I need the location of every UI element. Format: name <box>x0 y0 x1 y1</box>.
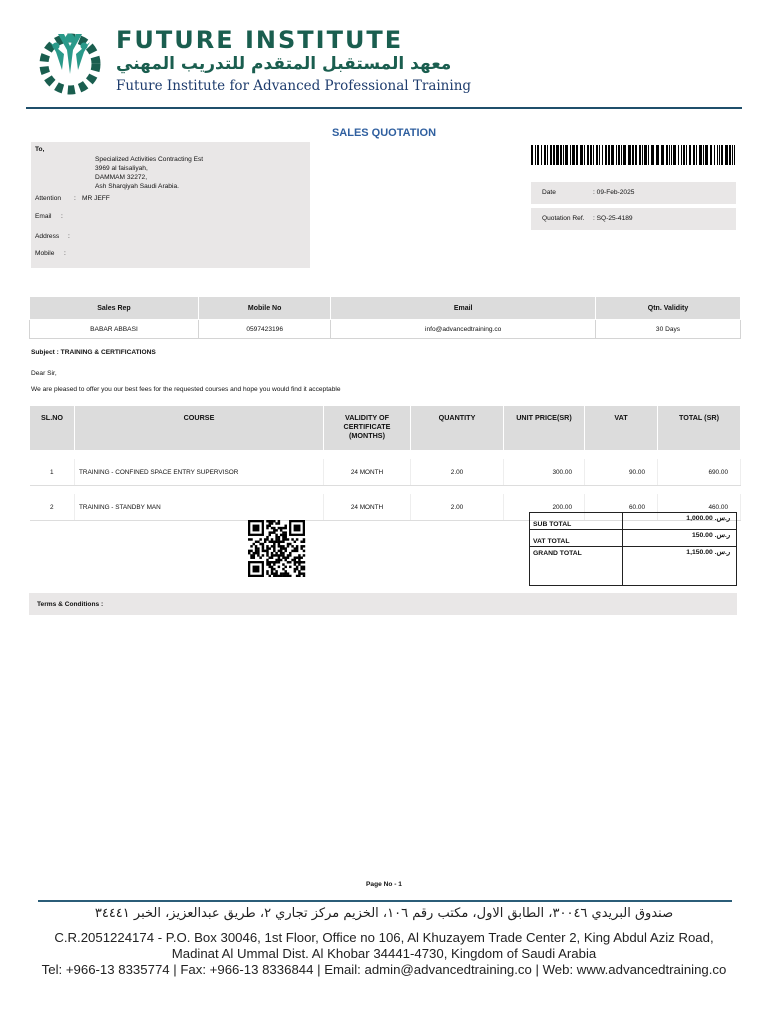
course-cell: 24 MONTH <box>324 494 411 521</box>
vat-total-label: VAT TOTAL <box>530 530 623 547</box>
course-cell: 460.00 <box>658 494 741 521</box>
course-cell: TRAINING - STANDBY MAN <box>75 494 324 521</box>
course-cell: 2 <box>30 494 75 521</box>
rep-cell: info@advancedtraining.co <box>331 320 596 339</box>
rep-header: Qtn. Validity <box>596 297 741 320</box>
date-value: : 09-Feb-2025 <box>593 189 635 196</box>
email-label: Email <box>35 213 52 220</box>
course-cell: 300.00 <box>504 459 585 486</box>
rep-cell: 30 Days <box>596 320 741 339</box>
course-header: VALIDITY OF CERTIFICATE (MONTHS) <box>324 406 411 451</box>
course-cell: 2.00 <box>411 459 504 486</box>
qr-code <box>248 520 307 577</box>
rep-cell: BABAR ABBASI <box>30 320 199 339</box>
course-header: TOTAL (SR) <box>658 406 741 451</box>
course-header: VAT <box>585 406 658 451</box>
footer-address-line1: C.R.2051224174 - P.O. Box 30046, 1st Floor, Office no 106, Al Khuzayem Trade Center 2, King Abdul Aziz Road, <box>54 930 714 945</box>
salutation: Dear Sir, <box>31 370 57 377</box>
course-header: QUANTITY <box>411 406 504 451</box>
course-cell: 200.00 <box>504 494 585 521</box>
course-header: UNIT PRICE(SR) <box>504 406 585 451</box>
to-label: To, <box>35 146 45 153</box>
footer-address-ar: صندوق البريدي ٣٠٠٤٦، الطابق الاول، مكتب رقم ١٠٦، الخزيم مركز تجاري ٢، طريق عبدالعزيز، الخبر ٣٤٤٤١ <box>94 906 674 921</box>
ref-label: Quotation Ref. <box>542 215 585 222</box>
recipient-line: 3969 al faisaliyah, <box>95 165 148 172</box>
recipient-box: To, Specialized Activities Contracting Est 3969 al faisaliyah, DAMMAM 32272, Ash Sharqiyah Saudi Arabia. Attention : MR JEFF Email : Address : Mobile : <box>31 142 310 268</box>
terms-label: Terms & Conditions : <box>37 601 104 608</box>
institute-logo <box>34 24 106 98</box>
totals-table <box>529 512 737 586</box>
barcode <box>531 145 737 165</box>
address-label: Address <box>35 233 60 240</box>
date-box <box>531 182 736 204</box>
recipient-line: Specialized Activities Contracting Est <box>95 156 204 163</box>
course-cell: 90.00 <box>585 459 658 486</box>
course-cell: 60.00 <box>585 494 658 521</box>
footer-divider <box>38 900 732 902</box>
grand-total-value: 1,150.00 .ر.س <box>623 547 737 586</box>
subject-line: Subject : TRAINING & CERTIFICATIONS <box>31 349 156 356</box>
course-cell: 2.00 <box>411 494 504 521</box>
table-row <box>30 459 741 486</box>
brand-subtitle: Future Institute for Advanced Professional Training <box>116 78 472 94</box>
sub-total-label: SUB TOTAL <box>530 513 623 530</box>
table-row <box>30 320 741 339</box>
intro-text: We are pleased to offer you our best fees for the requested courses and hope you would find it acceptable <box>31 386 341 393</box>
header-divider <box>26 107 742 109</box>
ref-value: : SQ-25-4189 <box>593 215 633 222</box>
recipient-line: Ash Sharqiyah Saudi Arabia. <box>95 183 179 190</box>
brand-name-ar: معهد المستقبل المتقدم للتدريب المهني <box>116 54 452 74</box>
document-title: SALES QUOTATION <box>331 127 437 139</box>
date-label: Date <box>542 189 556 196</box>
course-cell: 24 MONTH <box>324 459 411 486</box>
course-table <box>29 405 741 521</box>
rep-cell: 0597423196 <box>198 320 330 339</box>
course-cell: 1 <box>30 459 75 486</box>
sales-rep-table <box>29 296 741 339</box>
footer-address-line2: Madinat Al Ummal Dist. Al Khobar 34441-4730, Kingdom of Saudi Arabia <box>171 946 597 961</box>
rep-header: Sales Rep <box>30 297 199 320</box>
mobile-label: Mobile <box>35 250 55 257</box>
brand-name-en: FUTURE INSTITUTE <box>116 26 404 54</box>
course-header: SL.NO <box>30 406 75 451</box>
rep-header: Mobile No <box>198 297 330 320</box>
ref-box <box>531 208 736 230</box>
attention-value: MR JEFF <box>82 195 110 202</box>
course-cell: 690.00 <box>658 459 741 486</box>
grand-total-label: GRAND TOTAL <box>530 547 623 586</box>
vat-total-value: 150.00 .ر.س <box>623 530 737 547</box>
page-number: Page No - 1 <box>366 881 402 888</box>
attention-label: Attention <box>35 195 62 202</box>
recipient-line: DAMMAM 32272, <box>95 174 148 181</box>
terms-box <box>29 593 737 615</box>
course-cell: TRAINING - CONFINED SPACE ENTRY SUPERVISOR <box>75 459 324 486</box>
rep-header: Email <box>331 297 596 320</box>
sub-total-value: 1,000.00 .ر.س <box>623 513 737 530</box>
footer-contact-line: Tel: +966-13 8335774 | Fax: +966-13 8336844 | Email: admin@advancedtraining.co | Web: www.advancedtraining.co <box>41 962 727 977</box>
course-header: COURSE <box>75 406 324 451</box>
